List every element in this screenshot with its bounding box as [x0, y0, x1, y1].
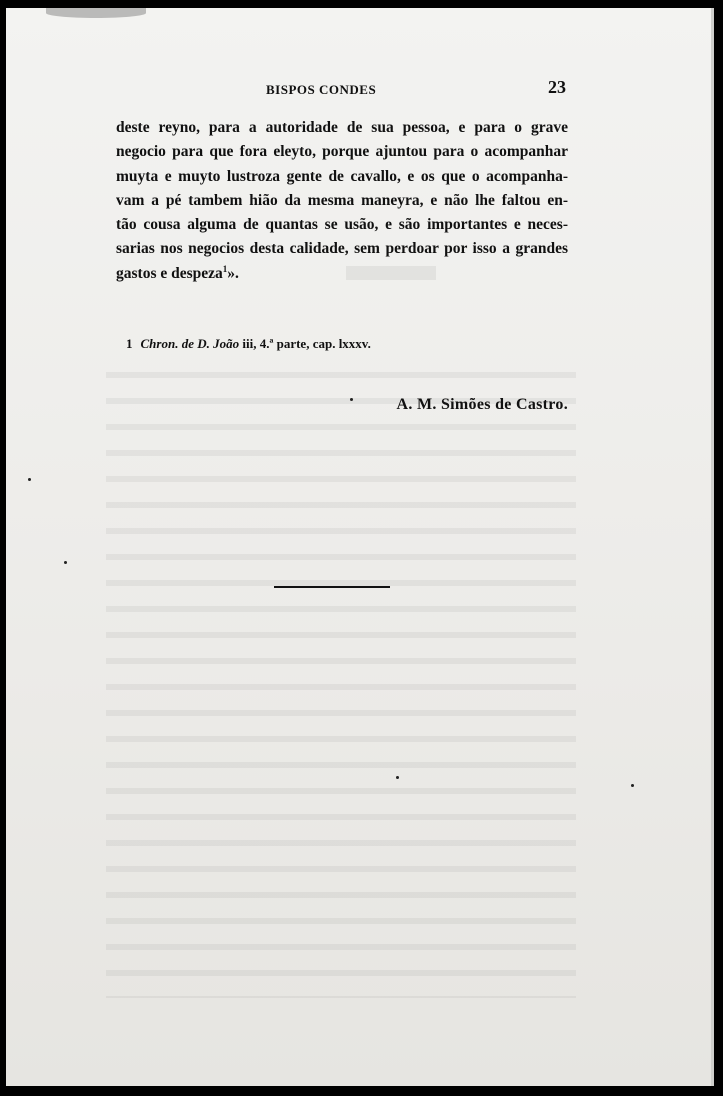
closing-quote: ».	[227, 264, 239, 282]
footnote-reference: 1	[222, 263, 228, 274]
last-line-text: gastos e despeza	[116, 264, 223, 282]
section-divider	[274, 586, 390, 588]
scan-smudge	[46, 8, 146, 18]
page-number: 23	[548, 77, 566, 97]
body-line: negocio para que fora eleyto, porque ajuntou para o acompanhar	[116, 143, 568, 161]
running-title: BISPOS CONDES	[266, 82, 377, 97]
scan-speck	[350, 398, 353, 401]
scan-speck	[396, 776, 399, 779]
footnote-citation: iii, 4.ª parte, cap. lxxxv.	[239, 336, 371, 351]
scan-speck	[631, 784, 634, 787]
page-header	[116, 77, 566, 100]
body-line-last	[116, 262, 568, 286]
bleed-through-text	[106, 358, 576, 998]
footnote-mark: 1	[126, 336, 133, 351]
scan-speck	[64, 561, 67, 564]
body-line: deste reyno, para a autoridade de sua pessoa, e para o grave	[116, 119, 568, 136]
body-line: vam a pé tambem hião da mesma maneyra, e não lhe faltou en-	[116, 191, 568, 209]
page-edge	[711, 8, 714, 1086]
page	[6, 8, 714, 1086]
author-signature: A. M. Simões de Castro.	[396, 396, 568, 413]
footnote	[126, 336, 371, 352]
scan-speck	[28, 478, 31, 481]
body-line: tão cousa alguma de quantas se usão, e são importantes e neces-	[116, 216, 568, 234]
footnote-title: Chron. de D. João	[140, 336, 240, 351]
body-line: sarias nos negocios desta calidade, sem perdoar por isso a grandes	[116, 240, 568, 258]
body-line: muyta e muyto lustroza gente de cavallo, e os que o acompanha-	[116, 167, 568, 185]
